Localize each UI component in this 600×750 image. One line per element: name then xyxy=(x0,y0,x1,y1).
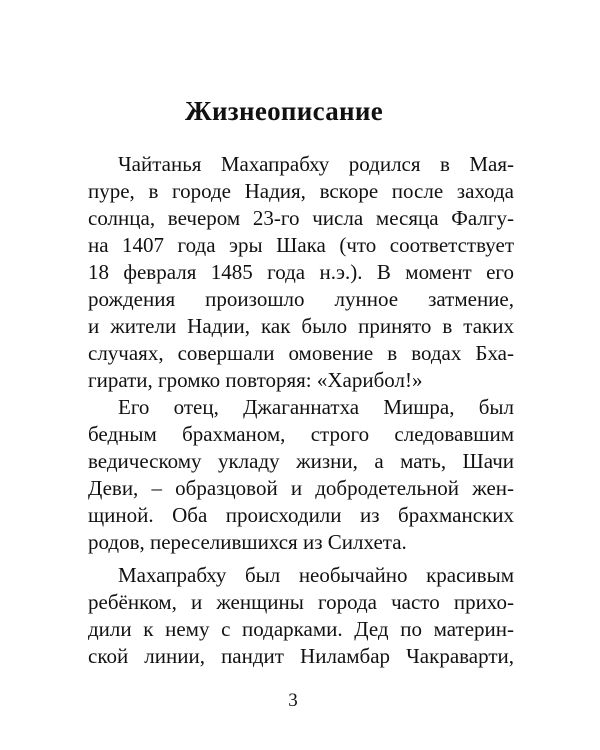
paragraph-2-line-5: щиной. Оба происходили из брахманских xyxy=(88,503,514,527)
paragraph-2-line-4: Деви, – образцовой и добродетельной жен- xyxy=(88,476,514,500)
page-number: 3 xyxy=(288,690,298,711)
paragraph-1-line-9: гирати, громко повторяя: «Харибол!» xyxy=(88,368,423,392)
paragraph-1-line-5: 18 февраля 1485 года н.э.). В момент его xyxy=(88,260,514,284)
paragraph-3-line-4: ской линии, пандит Ниламбар Чакраварти, xyxy=(88,644,514,668)
paragraph-2-line-6: родов, переселившихся из Силхета. xyxy=(88,530,407,554)
paragraph-1-line-3: солнца, вечером 23-го числа месяца Фалгу- xyxy=(88,206,514,230)
chapter-title: Жизнеописание xyxy=(184,96,384,126)
paragraph-2-line-3: ведическому укладу жизни, а мать, Шачи xyxy=(88,449,514,473)
paragraph-1-line-2: пуре, в городе Надия, вскоре после захода xyxy=(88,179,514,203)
paragraph-1-line-1: Чайтанья Махапрабху родился в Мая- xyxy=(118,152,514,176)
paragraph-1-line-7: и жители Надии, как было принято в таких xyxy=(88,314,514,338)
paragraph-1-line-8: случаях, совершали омовение в водах Бха- xyxy=(88,341,514,365)
paragraph-3-line-2: ребёнком, и женщины города часто прихо- xyxy=(88,590,514,614)
paragraph-1-line-6: рождения произошло лунное затмение, xyxy=(88,287,514,311)
paragraph-3-line-1: Махапрабху был необычайно красивым xyxy=(118,563,514,587)
paragraph-3-line-3: дили к нему с подарками. Дед по материн- xyxy=(88,617,514,641)
paragraph-2-line-2: бедным брахманом, строго следовавшим xyxy=(88,422,514,446)
paragraph-1-line-4: на 1407 года эры Шака (что соответствует xyxy=(88,233,514,257)
paragraph-2-line-1: Его отец, Джаганнатха Мишра, был xyxy=(118,395,514,419)
